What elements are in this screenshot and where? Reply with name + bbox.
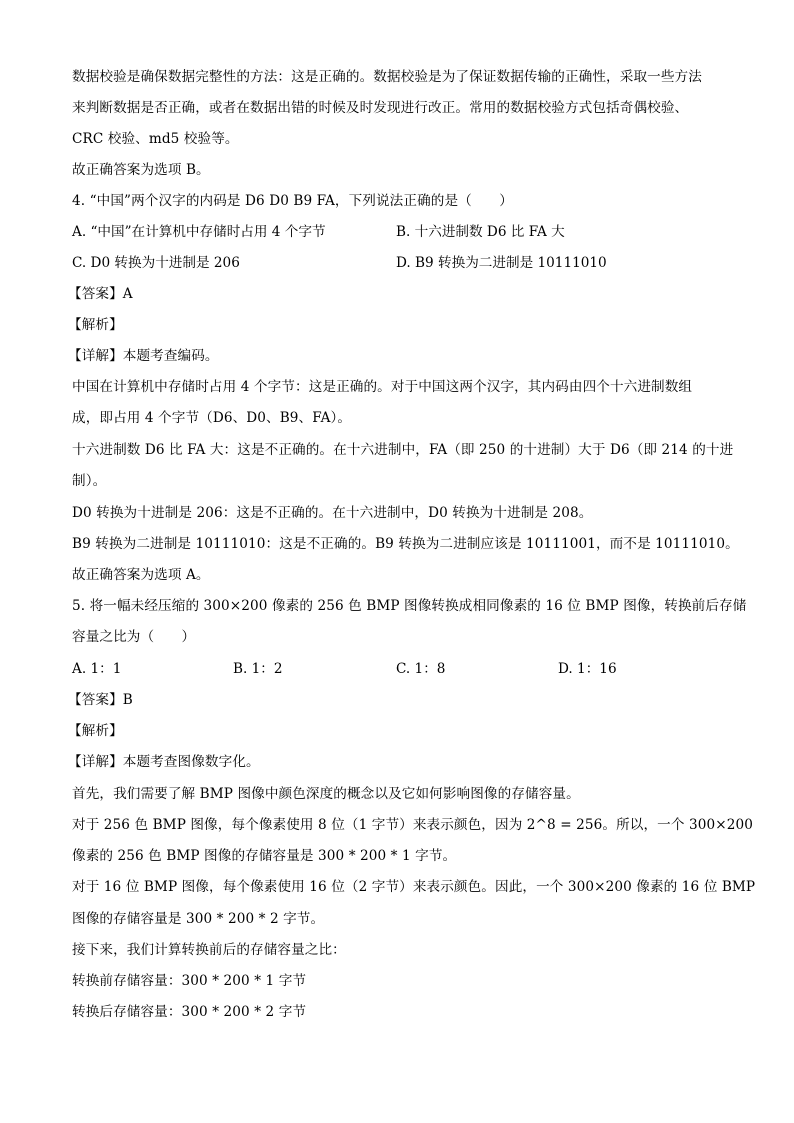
- option-b: B. 1：2: [233, 661, 283, 677]
- option-c: C. D0 转换为十进制是 206: [72, 255, 240, 271]
- text-line: 故正确答案为选项 A。: [72, 567, 210, 583]
- text-line: 制）。: [72, 473, 107, 489]
- option-d: D. 1：16: [558, 661, 617, 677]
- answer-label: 【答案】A: [68, 286, 133, 302]
- question-5-stem-cont: 容量之比为（ ）: [72, 629, 196, 645]
- text-line: 成，即占用 4 个字节（D6、D0、B9、FA）。: [72, 410, 352, 426]
- text-line: 像素的 256 色 BMP 图像的存储容量是 300 * 200 * 1 字节。: [72, 848, 457, 864]
- text-line: 来判断数据是否正确，或者在数据出错的时候及时发现进行改正。常用的数据校验方式包括奇偶校验、: [72, 100, 689, 116]
- text-line: 数据校验是确保数据完整性的方法：这是正确的。数据校验是为了保证数据传输的正确性，采取一些方法: [72, 69, 702, 85]
- text-line: 首先，我们需要了解 BMP 图像中颜色深度的概念以及它如何影响图像的存储容量。: [72, 786, 580, 802]
- option-a: A. 1：1: [72, 661, 122, 677]
- text-line: 接下来，我们计算转换前后的存储容量之比：: [72, 942, 346, 958]
- analysis-label: 【解析】: [68, 317, 123, 333]
- option-d: D. B9 转换为二进制是 10111010: [396, 255, 607, 271]
- analysis-label: 【解析】: [68, 723, 123, 739]
- text-line: 对于 16 位 BMP 图像，每个像素使用 16 位（2 字节）来表示颜色。因此，一个 300×200 像素的 16 位 BMP: [72, 879, 756, 895]
- answer-label: 【答案】B: [68, 692, 133, 708]
- question-5-stem: 5. 将一幅未经压缩的 300×200 像素的 256 色 BMP 图像转换成相同像素的 16 位 BMP 图像，转换前后存储: [72, 598, 747, 614]
- text-line: 对于 256 色 BMP 图像，每个像素使用 8 位（1 字节）来表示颜色，因为 2^8 = 256。所以，一个 300×200: [72, 817, 753, 833]
- option-c: C. 1：8: [396, 661, 446, 677]
- option-a: A. “中国”在计算机中存储时占用 4 个字节: [72, 224, 326, 240]
- text-line: B9 转换为二进制是 10111010：这是不正确的。B9 转换为二进制应该是 10111001，而不是 10111010。: [72, 536, 739, 552]
- text-line: CRC 校验、md5 校验等。: [72, 131, 239, 147]
- text-line: 十六进制数 D6 比 FA 大：这是不正确的。在十六进制中，FA（即 250 的十进制）大于 D6（即 214 的十进: [72, 442, 734, 458]
- text-line: D0 转换为十进制是 206：这是不正确的。在十六进制中，D0 转换为十进制是 208。: [72, 505, 593, 521]
- detail-label: 【详解】本题考查编码。: [68, 348, 219, 364]
- text-line: 转换后存储容量：300 * 200 * 2 字节: [72, 1004, 307, 1020]
- text-line: 转换前存储容量：300 * 200 * 1 字节: [72, 973, 307, 989]
- option-b: B. 十六进制数 D6 比 FA 大: [396, 224, 565, 240]
- text-line: 故正确答案为选项 B。: [72, 162, 210, 178]
- question-4-stem: 4. “中国”两个汉字的内码是 D6 D0 B9 FA，下列说法正确的是（ ）: [72, 193, 513, 209]
- text-line: 图像的存储容量是 300 * 200 * 2 字节。: [72, 911, 325, 927]
- detail-label: 【详解】本题考查图像数字化。: [68, 754, 260, 770]
- text-line: 中国在计算机中存储时占用 4 个字节：这是正确的。对于中国这两个汉字，其内码由四个十六进制数组: [72, 379, 693, 395]
